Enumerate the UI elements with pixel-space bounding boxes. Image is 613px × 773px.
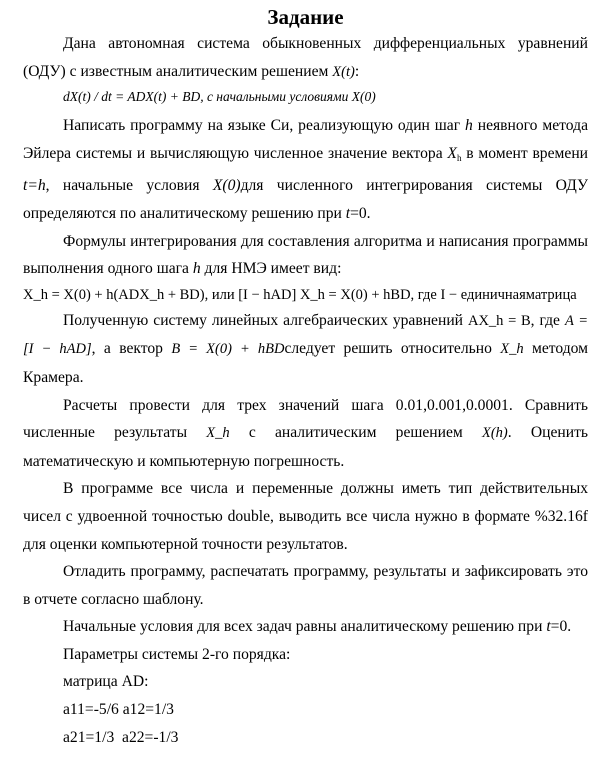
paragraph-task — [23, 112, 588, 227]
paragraph-initial-conditions — [23, 613, 588, 641]
paragraph-parameters: Параметры системы 2-го порядка: — [63, 645, 291, 663]
math: X(t) — [332, 63, 355, 80]
text: для НМЭ имеет вид: — [200, 260, 342, 278]
text: , а вектор — [91, 340, 172, 358]
document-page — [23, 4, 588, 751]
text: для численного интегрирования системы ОДУ определяются по аналитическому решению при — [23, 177, 588, 222]
text: =0. — [550, 618, 572, 636]
math-sub: h — [456, 152, 462, 163]
matrix-row-2: a21=1/3 a22=-1/3 — [63, 728, 179, 746]
math: X — [447, 144, 457, 162]
math: B = X(0) + hBD — [171, 341, 285, 358]
math: t — [546, 618, 551, 636]
text: методом Крамера. — [23, 340, 589, 386]
math: X(0) — [212, 177, 241, 195]
math: t — [345, 204, 351, 222]
paragraph-formulas — [23, 228, 588, 283]
text: . Оценить математическую и компьютерную погрешность. — [23, 424, 588, 470]
ode-equation: dX(t) / dt = ADX(t) + BD, с начальными условиями X(0) — [63, 89, 376, 105]
math: t=h — [23, 177, 46, 195]
math: X(h) — [481, 425, 508, 442]
paragraph-intro — [23, 30, 588, 86]
math: X_h — [500, 341, 524, 358]
text: , начальные условия — [45, 177, 213, 195]
text: Формулы интегрирования для составления алгоритма и написания программы выполнения одного шага — [23, 232, 588, 278]
paragraph-calculations — [23, 392, 588, 476]
text: неявного метода Эйлера системы и вычисляющую численное значение вектора — [23, 117, 588, 162]
text: с аналитическим решением — [229, 424, 482, 442]
text: Расчеты провести для трех значений шага 0.01,0.001,0.0001. Сравнить численные результаты — [23, 396, 588, 442]
paragraph-precision: В программе все числа и переменные должны иметь тип действительных чисел с удвоенной точностью double, выводить все числа нужно в формате %32.16f для оценки компьютерной точности результатов. — [23, 480, 588, 553]
text: =0. — [350, 204, 371, 222]
matrix-row-1: a11=-5/6 a12=1/3 — [63, 701, 174, 719]
text: : — [354, 62, 360, 80]
text: Написать программу на языке Си, реализующую один шаг — [63, 117, 466, 135]
math: A = [I − hAD] — [23, 312, 588, 358]
text: Начальные условия для всех задач равны аналитическому решению при — [63, 618, 547, 636]
text: следует решить относительно — [284, 340, 501, 358]
matrix-label: матрица AD: — [63, 673, 149, 691]
math: X_h — [206, 425, 230, 442]
integration-formula: X_h = X(0) + h(ADX_h + BD), или [I − hAD] X_h = X(0) + hBD, где I − единичнаяматрица — [23, 286, 577, 303]
text: , где — [530, 311, 565, 329]
text: Дана автономная система обыкновенных дифференциальных уравнений (ОДУ) с известным аналитическим решением — [23, 35, 588, 80]
page-title: Задание — [267, 5, 344, 29]
math: AX_h = B — [467, 312, 531, 329]
paragraph-linear-system — [23, 307, 588, 392]
text: Полученную систему линейных алгебраических уравнений — [63, 311, 468, 329]
paragraph-debug: Отладить программу, распечатать программу, результаты и зафиксировать это в отчете согласно шаблону. — [23, 563, 588, 608]
math: h — [192, 260, 201, 278]
text: в момент времени — [461, 144, 589, 162]
math: h — [465, 117, 473, 135]
